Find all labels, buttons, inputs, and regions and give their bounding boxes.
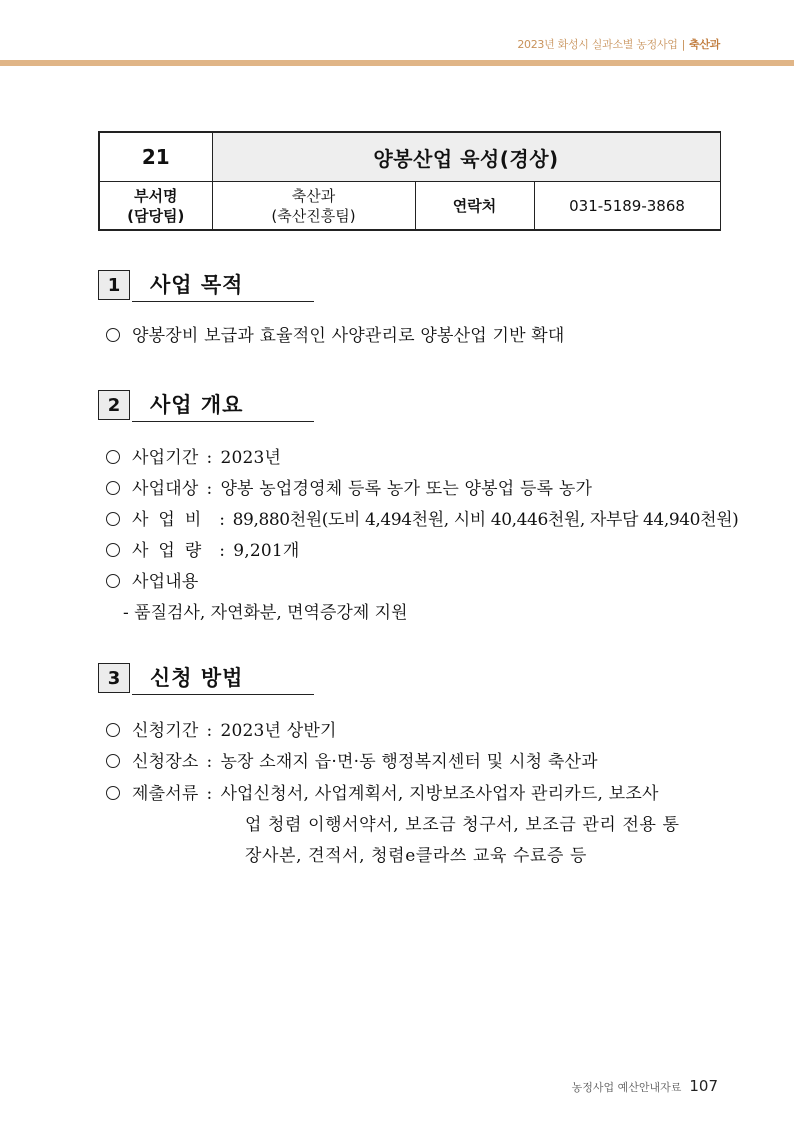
item-label: 사업기간 bbox=[132, 448, 199, 468]
circle-bullet-icon bbox=[106, 754, 120, 768]
circle-bullet-icon bbox=[106, 450, 120, 464]
item-value: 2023년 bbox=[220, 448, 282, 468]
sub-item: - 품질검사, 자연화분, 면역증강제 지원 bbox=[123, 603, 408, 623]
item-label: 사업대상 bbox=[132, 479, 199, 499]
dept-label-line2: (담당팀) bbox=[127, 206, 185, 225]
item-label: 제출서류 bbox=[132, 784, 199, 804]
list-item bbox=[106, 571, 199, 593]
dept-label-line1: 부서명 bbox=[134, 186, 178, 205]
header-separator: | bbox=[681, 38, 686, 51]
circle-bullet-icon bbox=[106, 786, 120, 800]
section-number: 3 bbox=[98, 663, 130, 693]
list-item: 사업량 : 9,201개 bbox=[106, 540, 300, 562]
section-number: 1 bbox=[98, 270, 130, 300]
section-title: 사업 개요 bbox=[150, 393, 244, 417]
circle-bullet-icon bbox=[106, 543, 120, 557]
project-title: 양봉산업 육성(경상) bbox=[212, 132, 720, 182]
project-info-table bbox=[98, 131, 721, 231]
header-rule bbox=[0, 60, 794, 66]
section-title: 신청 방법 bbox=[150, 666, 244, 690]
item-label: 사업내용 bbox=[132, 572, 199, 592]
continuation-line: 장사본, 견적서, 청렴e클라쓰 교육 수료증 등 bbox=[245, 846, 588, 866]
continuation-line: 업 청렴 이행서약서, 보조금 청구서, 보조금 관리 전용 통 bbox=[245, 815, 680, 835]
item-value: 농장 소재지 읍·면·동 행정복지센터 및 시청 축산과 bbox=[220, 752, 598, 772]
dept-value-line2: (축산진흥팀) bbox=[271, 206, 356, 225]
section-underline bbox=[132, 694, 314, 695]
circle-bullet-icon bbox=[106, 723, 120, 737]
item-value: 양봉 농업경영체 등록 농가 또는 양봉업 등록 농가 bbox=[220, 479, 593, 499]
item-label: 사업량 bbox=[132, 541, 212, 561]
section-title: 사업 목적 bbox=[150, 273, 244, 297]
list-item: 사업비 : 89,880천원(도비 4,494천원, 시비 40,446천원, 자부담 44,940천원) bbox=[106, 509, 738, 531]
item-label: 사업비 bbox=[132, 510, 212, 530]
running-title: 2023년 화성시 실과소별 농정사업 bbox=[517, 38, 678, 51]
list-item: 제출서류 : 사업신청서, 사업계획서, 지방보조사업자 관리카드, 보조사 bbox=[106, 783, 659, 805]
page-number: 107 bbox=[689, 1077, 718, 1095]
section-underline bbox=[132, 301, 314, 302]
running-header bbox=[517, 36, 720, 52]
item-label: 신청장소 bbox=[132, 752, 199, 772]
project-number: 21 bbox=[99, 132, 212, 182]
circle-bullet-icon bbox=[106, 481, 120, 495]
list-item: 신청기간 : 2023년 상반기 bbox=[106, 720, 337, 742]
page-footer bbox=[572, 1076, 718, 1095]
contact-label: 연락처 bbox=[415, 182, 534, 231]
section-number: 2 bbox=[98, 390, 130, 420]
item-label: 신청기간 bbox=[132, 721, 199, 741]
list-item bbox=[106, 325, 565, 347]
item-value: 89,880천원(도비 4,494천원, 시비 40,446천원, 자부담 44,940천원) bbox=[232, 510, 739, 530]
dept-value-line1: 축산과 bbox=[291, 186, 336, 205]
list-item: 사업기간 : 2023년 bbox=[106, 447, 281, 469]
circle-bullet-icon bbox=[106, 328, 120, 342]
item-text: 양봉장비 보급과 효율적인 사양관리로 양봉산업 기반 확대 bbox=[132, 326, 565, 346]
circle-bullet-icon bbox=[106, 574, 120, 588]
item-value: 9,201개 bbox=[233, 541, 300, 561]
header-department: 축산과 bbox=[689, 38, 720, 51]
circle-bullet-icon bbox=[106, 512, 120, 526]
dept-value bbox=[212, 182, 415, 231]
list-item: 사업대상 : 양봉 농업경영체 등록 농가 또는 양봉업 등록 농가 bbox=[106, 478, 592, 500]
item-value: 2023년 상반기 bbox=[220, 721, 337, 741]
dept-label bbox=[99, 182, 212, 231]
section-underline bbox=[132, 421, 314, 422]
item-value: 사업신청서, 사업계획서, 지방보조사업자 관리카드, 보조사 bbox=[220, 784, 659, 804]
list-item: 신청장소 : 농장 소재지 읍·면·동 행정복지센터 및 시청 축산과 bbox=[106, 751, 598, 773]
footer-text: 농정사업 예산안내자료 bbox=[571, 1081, 682, 1094]
contact-value: 031-5189-3868 bbox=[534, 182, 720, 231]
